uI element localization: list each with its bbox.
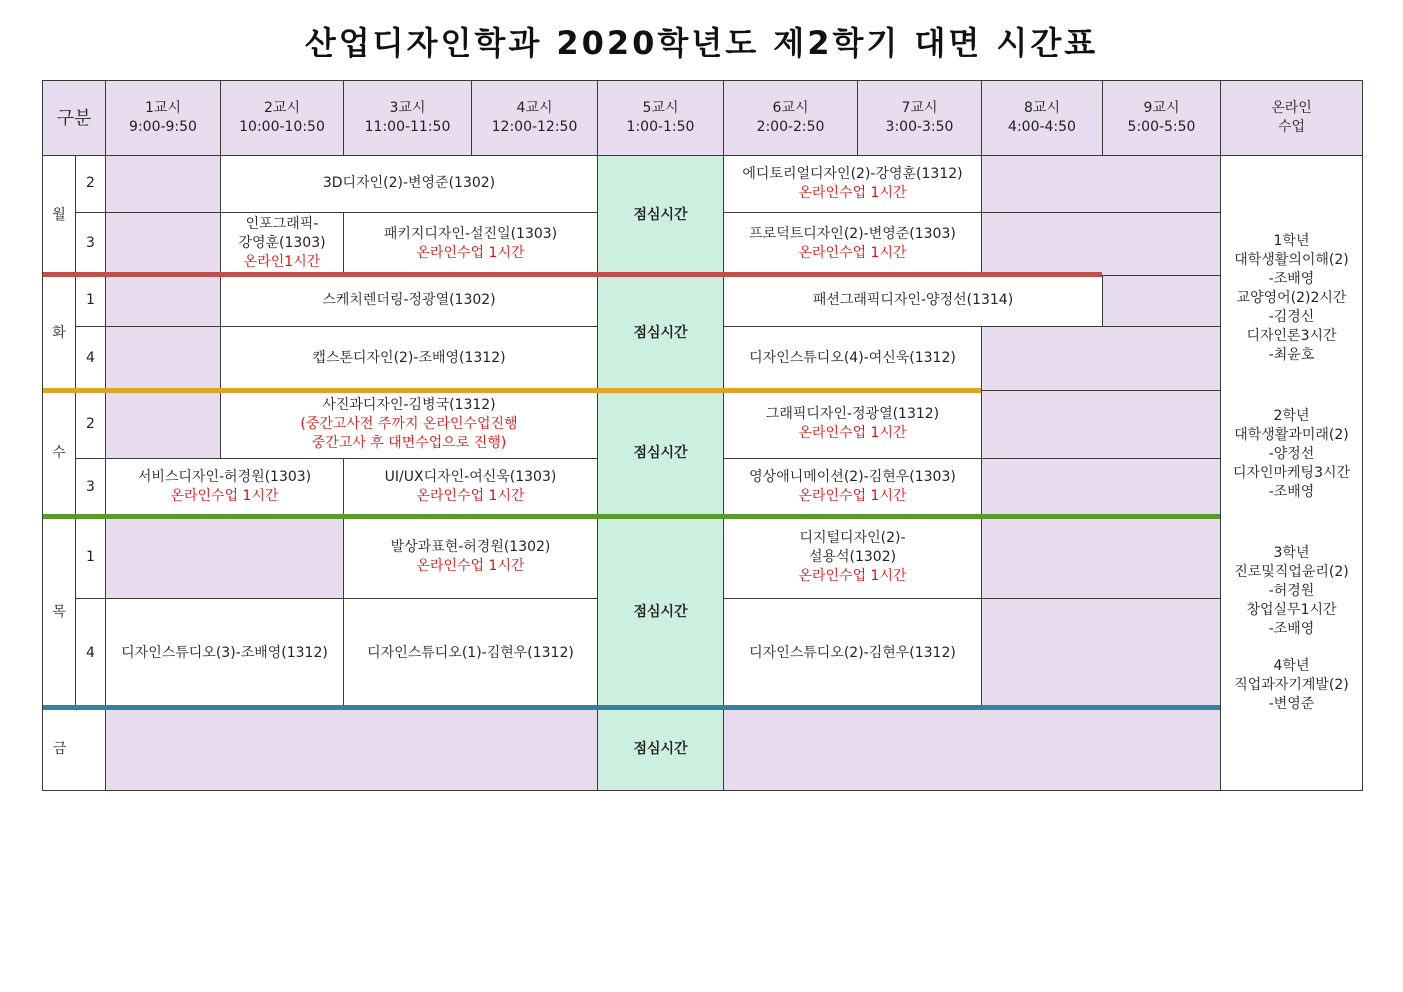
header-period-7: 7교시 3:00-3:50 [858, 81, 982, 156]
row-wed-grade2 [43, 391, 1363, 458]
class-cell: 디지털디자인(2)- 설용석(1302) 온라인수업 1시간 [724, 516, 982, 598]
grade-label: 4 [76, 599, 106, 708]
empty-cell [982, 391, 1221, 458]
class-cell: 서비스디자인-허경원(1303) 온라인수업 1시간 [106, 458, 344, 516]
day-label-fri: 금 [43, 708, 106, 790]
class-cell: 인포그래픽- 강영훈(1303) 온라인1시간 [221, 212, 344, 275]
header-period-2: 2교시 10:00-10:50 [221, 81, 344, 156]
grade-label: 2 [76, 391, 106, 458]
class-cell: UI/UX디자인-여신욱(1303) 온라인수업 1시간 [344, 458, 598, 516]
row-thu-grade1 [43, 516, 1363, 598]
grade-label: 3 [76, 458, 106, 516]
header-period-9: 9교시 5:00-5:50 [1103, 81, 1221, 156]
class-cell: 디자인스튜디오(1)-김현우(1312) [344, 599, 598, 708]
class-cell: 패키지디자인-설진일(1303) 온라인수업 1시간 [344, 212, 598, 275]
class-cell: 에디토리얼디자인(2)-강영훈(1312) 온라인수업 1시간 [724, 156, 982, 212]
empty-cell [982, 599, 1221, 708]
online-grade3: 3학년 진로및직업윤리(2) -허경원 창업실무1시간 -조배영 [1234, 545, 1349, 638]
online-classes-cell [1221, 156, 1363, 791]
empty-cell [982, 156, 1221, 212]
lunch-cell: 점심시간 [598, 516, 724, 708]
header-corner: 구분 [43, 81, 106, 156]
day-separator-thu-fri [43, 705, 1220, 710]
header-period-1: 1교시 9:00-9:50 [106, 81, 221, 156]
empty-cell [106, 516, 344, 598]
class-cell: 발상과표현-허경원(1302) 온라인수업 1시간 [344, 516, 598, 598]
online-grade4: 4학년 직업과자기계발(2) -변영준 [1234, 658, 1349, 713]
lunch-cell: 점심시간 [598, 708, 724, 790]
online-grade2: 2학년 대학생활과미래(2) -양정선 디자인마케팅3시간 -조배영 [1232, 408, 1351, 501]
day-label-wed: 수 [43, 391, 76, 517]
class-cell: 3D디자인(2)-변영준(1302) [221, 156, 598, 212]
empty-cell [982, 458, 1221, 516]
online-grade1: 1학년 대학생활의이해(2) -조배영 교양영어(2)2시간 -김경신 디자인론3시간 -최윤호 [1234, 233, 1349, 364]
page-title: 산업디자인학과 2020학년도 제2학기 대면 시간표 [304, 24, 1099, 62]
day-separator-mon-tue [43, 272, 1102, 277]
empty-cell [106, 156, 221, 212]
header-period-6: 6교시 2:00-2:50 [724, 81, 858, 156]
empty-cell [106, 391, 221, 458]
lunch-cell: 점심시간 [598, 391, 724, 517]
timetable [42, 80, 1363, 791]
lunch-cell: 점심시간 [598, 156, 724, 276]
grade-label: 1 [76, 275, 106, 326]
class-cell: 디자인스튜디오(2)-김현우(1312) [724, 599, 982, 708]
header-online: 온라인 수업 [1221, 81, 1363, 156]
day-label-tue: 화 [43, 275, 76, 390]
grade-label: 2 [76, 156, 106, 212]
day-separator-wed-thu [43, 514, 1220, 519]
empty-cell [106, 212, 221, 275]
class-cell: 프로덕트디자인(2)-변영준(1303) 온라인수업 1시간 [724, 212, 982, 275]
header-period-3: 3교시 11:00-11:50 [344, 81, 472, 156]
empty-cell [106, 327, 221, 391]
empty-cell [724, 708, 1221, 790]
day-label-mon: 월 [43, 156, 76, 276]
header-row [43, 81, 1363, 156]
row-mon-grade2 [43, 156, 1363, 212]
class-cell: 캡스톤디자인(2)-조배영(1312) [221, 327, 598, 391]
empty-cell [982, 516, 1221, 598]
empty-cell [1103, 275, 1221, 326]
empty-cell [982, 327, 1221, 391]
row-tue-grade1 [43, 275, 1363, 326]
row-fri [43, 708, 1363, 790]
empty-cell [106, 275, 221, 326]
class-cell: 디자인스튜디오(4)-여신욱(1312) [724, 327, 982, 391]
header-period-5: 5교시 1:00-1:50 [598, 81, 724, 156]
class-cell: 사진과디자인-김병국(1312) (중간고사전 주까지 온라인수업진행 중간고사 후 대면수업으로 진행) [221, 391, 598, 458]
grade-label: 3 [76, 212, 106, 275]
day-label-thu: 목 [43, 516, 76, 708]
grade-label: 4 [76, 327, 106, 391]
grade-label: 1 [76, 516, 106, 598]
header-period-4: 4교시 12:00-12:50 [472, 81, 598, 156]
class-cell: 패션그래픽디자인-양정선(1314) [724, 275, 1103, 326]
class-cell: 그래픽디자인-정광열(1312) 온라인수업 1시간 [724, 391, 982, 458]
class-cell: 디자인스튜디오(3)-조배영(1312) [106, 599, 344, 708]
class-cell: 영상애니메이션(2)-김현우(1303) 온라인수업 1시간 [724, 458, 982, 516]
header-period-8: 8교시 4:00-4:50 [982, 81, 1103, 156]
empty-cell [106, 708, 598, 790]
day-separator-tue-wed [43, 388, 981, 393]
lunch-cell: 점심시간 [598, 275, 724, 390]
class-cell: 스케치렌더링-정광열(1302) [221, 275, 598, 326]
empty-cell [982, 212, 1221, 275]
